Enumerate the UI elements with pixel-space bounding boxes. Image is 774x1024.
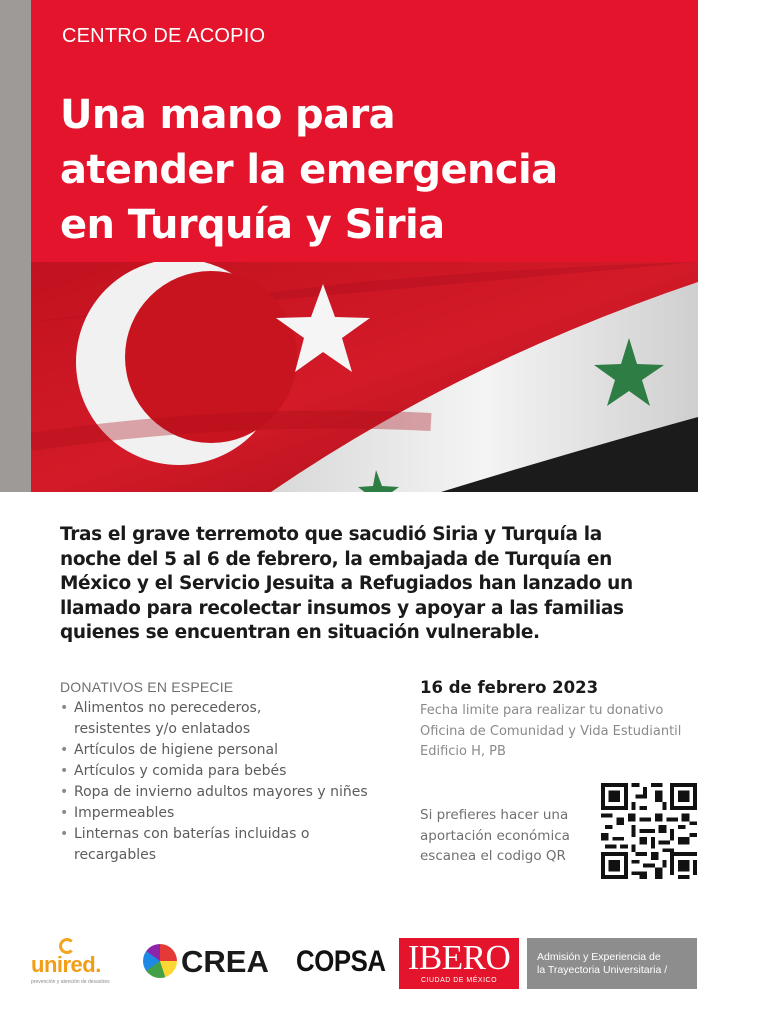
list-item-text: • Artículos de higiene personal bbox=[74, 742, 278, 758]
list-item bbox=[60, 824, 400, 866]
sponsor-logos bbox=[0, 930, 774, 1000]
intro-line: México y el Servicio Jesuita a Refugiados han lanzado un bbox=[60, 573, 633, 594]
intro-line: llamado para recolectar insumos y apoyar a las familias bbox=[60, 597, 624, 619]
unired-logo bbox=[31, 938, 126, 986]
list-item-text: • Alimentos no perecederos, bbox=[74, 700, 262, 716]
admin-line: Admisión y Experiencia de bbox=[537, 951, 661, 963]
headline-line: en Turquía y Siria bbox=[60, 202, 445, 248]
headline-line: atender la emergencia bbox=[60, 147, 558, 193]
list-item-text: • Ropa de invierno adultos mayores y niñes bbox=[74, 784, 368, 800]
turkey-syria-flags-image bbox=[31, 262, 698, 492]
ibero-logo bbox=[399, 938, 519, 989]
flags-photo bbox=[31, 262, 698, 492]
donations-list bbox=[60, 698, 400, 866]
list-item-text: recargables bbox=[74, 847, 156, 863]
deadline-line: Oficina de Comunidad y Vida Estudiantil bbox=[420, 723, 682, 739]
crea-wordmark: CREA bbox=[181, 944, 269, 979]
list-item bbox=[60, 782, 400, 803]
list-item-text: • Linternas con baterías incluidas o bbox=[74, 826, 310, 842]
crea-ball-icon bbox=[143, 944, 177, 978]
admin-department-label bbox=[527, 938, 697, 989]
list-item bbox=[60, 740, 400, 761]
copsa-logo: COPSA bbox=[296, 945, 386, 978]
list-item bbox=[60, 698, 400, 740]
admin-line: la Trayectoria Universitaria / bbox=[537, 964, 668, 976]
list-item-text: • Artículos y comida para bebés bbox=[74, 763, 287, 779]
unired-tagline: prevención y atención de desastres bbox=[31, 979, 110, 985]
list-item-text: resistentes y/o enlatados bbox=[74, 721, 251, 737]
donations-title: DONATIVOS EN ESPECIE bbox=[60, 679, 234, 695]
list-item bbox=[60, 761, 400, 782]
qr-instructions bbox=[420, 805, 600, 867]
intro-line: Tras el grave terremoto que sacudió Siria y Turquía la bbox=[60, 524, 602, 545]
kicker-label: CENTRO DE ACOPIO bbox=[62, 25, 266, 47]
unired-wordmark: unired. bbox=[31, 952, 101, 977]
intro-line: noche del 5 al 6 de febrero, la embajada de Turquía en bbox=[60, 548, 612, 570]
list-item-text: • Impermeables bbox=[74, 805, 175, 821]
intro-line: quienes se encuentran en situación vulnerable. bbox=[60, 622, 540, 643]
deadline-details bbox=[420, 701, 720, 763]
ibero-wordmark: IBERO bbox=[407, 938, 511, 977]
list-item bbox=[60, 803, 400, 824]
intro-paragraph bbox=[60, 523, 720, 646]
deadline-line: Fecha limite para realizar tu donativo bbox=[420, 703, 664, 718]
ibero-subtitle: CIUDAD DE MÉXICO bbox=[420, 977, 498, 984]
qr-line: Si prefieres hacer una bbox=[420, 807, 569, 823]
headline bbox=[60, 88, 680, 253]
headline-line: Una mano para bbox=[60, 92, 395, 138]
deadline-date: 16 de febrero 2023 bbox=[420, 678, 599, 697]
side-accent-strip bbox=[0, 0, 31, 492]
deadline-line: Edificio H, PB bbox=[420, 744, 506, 759]
qr-line: escanea el codigo QR bbox=[420, 848, 566, 864]
qr-code-icon[interactable] bbox=[601, 783, 697, 879]
qr-line: aportación económica bbox=[420, 827, 570, 844]
